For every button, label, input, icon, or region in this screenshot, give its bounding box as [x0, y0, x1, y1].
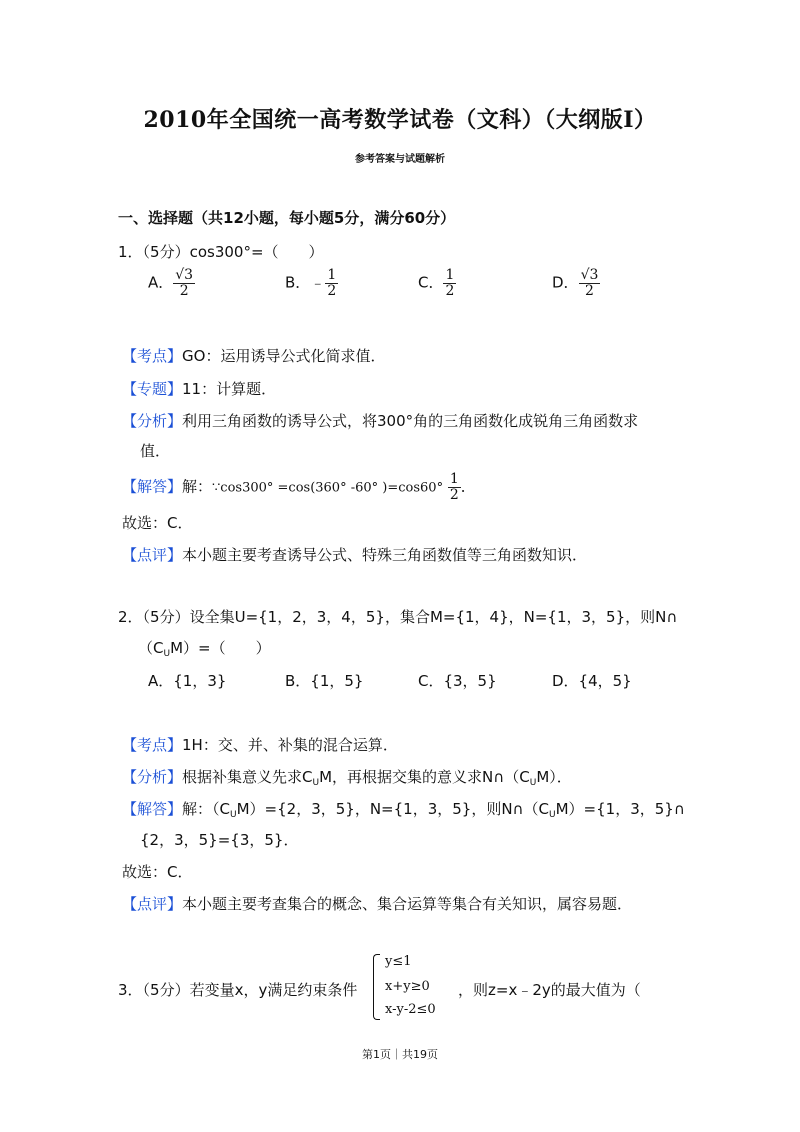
- zhuanti-tag: 【专题】: [122, 380, 183, 398]
- option-label: C．: [418, 273, 444, 292]
- q1-choice: 故选：C．: [122, 514, 193, 532]
- q2-stem-cont: $(C_UM)=$（ ）: [138, 639, 271, 659]
- q2-kaodian: 【考点】1H：交、并、补集的混合运算．: [122, 736, 398, 754]
- option-fraction: $\frac{√3}{2}$: [580, 267, 599, 299]
- option-fraction: $\frac{√3}{2}$: [175, 267, 194, 299]
- option-fraction: $\frac{1}{2}$: [327, 267, 337, 299]
- q1-fenxi: 【分析】利用三角函数的诱导公式，将300°角的三角函数化成锐角三角函数求: [122, 412, 639, 430]
- constraint-3: x-y-2≤0: [385, 1002, 436, 1017]
- option-label: D．: [552, 273, 579, 292]
- q2-dianping: 【点评】本小题主要考查集合的概念、集合运算等集合有关知识，属容易题．: [122, 895, 633, 913]
- q1-option-a: [148, 268, 195, 298]
- q1-fenxi-cont: 值．: [140, 442, 171, 460]
- jieda-tag: 【解答】: [122, 800, 183, 818]
- section-heading: 一、选择题（共12小题，每小题5分，满分60分）: [118, 209, 456, 227]
- q2-stem: 2．（5分）设全集U={1，2，3，4，5}，集合M={1，4}，N={1，3，5}，则N∩: [118, 608, 678, 626]
- q2-option-c: C．{3，5}: [418, 672, 497, 690]
- dianping-tag: 【点评】: [122, 546, 183, 564]
- q1-option-d: [552, 268, 600, 298]
- jieda-tag: 【解答】: [122, 477, 183, 496]
- q2-option-b: B．{1，5}: [285, 672, 364, 690]
- q2-fenxi: 【分析】根据补集意义先求$C_UM$，再根据交集的意义求$N\cap(C_UM)$．: [122, 768, 572, 788]
- q1-stem: 1．（5分）cos300°=（ ）: [118, 243, 324, 261]
- option-label: B．: [285, 273, 311, 292]
- option-label: A．: [148, 273, 174, 292]
- q2-jieda-cont: {2，3，5}={3，5}．: [140, 831, 299, 849]
- q1-option-c: [418, 268, 456, 298]
- option-fraction: $\frac{1}{2}$: [445, 267, 455, 299]
- fenxi-tag: 【分析】: [122, 412, 183, 430]
- q2-option-a: A．{1，3}: [148, 672, 227, 690]
- q2-option-d: D．{4，5}: [552, 672, 632, 690]
- constraint-2: x+y≥0: [385, 979, 430, 994]
- q1-dianping: 【点评】本小题主要考查诱导公式、特殊三角函数值等三角函数知识．: [122, 546, 588, 564]
- q3-stem-cont: ，则z=x﹣2y的最大值为（: [458, 981, 641, 999]
- fenxi-tag: 【分析】: [122, 768, 183, 786]
- page-footer: 第1页｜共19页: [362, 1048, 438, 1061]
- kaodian-tag: 【考点】: [122, 736, 183, 754]
- constraint-brace: [373, 954, 380, 1020]
- q2-choice: 故选：C．: [122, 863, 193, 881]
- dianping-tag: 【点评】: [122, 895, 183, 913]
- q3-stem: 3．（5分）若变量x，y满足约束条件: [118, 981, 358, 999]
- q1-jieda: 【解答】解：∵cos300° =cos(360° -60° )=cos60° $\frac{1}{2}$ ．: [122, 471, 476, 503]
- q2-jieda: 【解答】解：$(C_UM)=\{2$，3，5}，N={1，3，5}，则$N\cap(C_UM)=\{1$，3，5}∩: [122, 800, 685, 820]
- q1-zhuanti: 【专题】11：计算题．: [122, 380, 277, 398]
- q1-kaodian: 【考点】GO：运用诱导公式化简求值．: [122, 347, 386, 365]
- q1-option-b: B．﹣ $\frac{1}{2}$: [285, 267, 337, 299]
- page-subtitle: 参考答案与试题解析: [355, 154, 445, 165]
- kaodian-tag: 【考点】: [122, 347, 183, 365]
- answer-fraction: $\frac{1}{2}$: [449, 471, 459, 503]
- page-title: 2010年全国统一高考数学试卷（文科）（大纲版Ⅰ）: [143, 107, 657, 133]
- constraint-1: y≤1: [385, 954, 412, 969]
